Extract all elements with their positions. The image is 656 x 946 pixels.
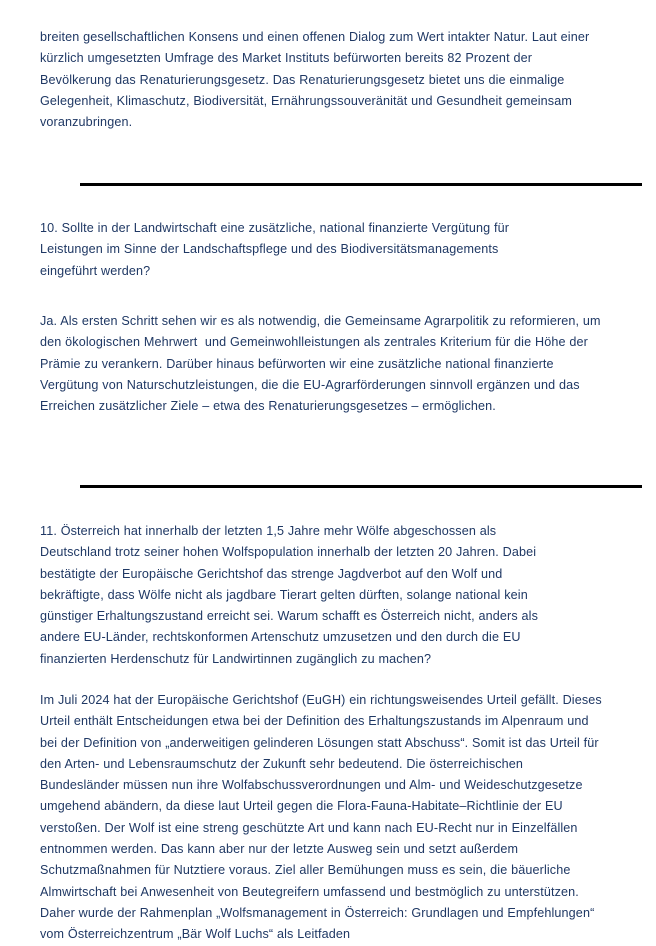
question-11: 11. Österreich hat innerhalb der letzten 1,5 Jahre mehr Wölfe abgeschossen als Deutschland trotz seiner hohen Wolfspopulation innerhalb der letzten 20 Jahren. Dabei bestätigte der Europäische Gerichtshof das strenge Jagdverbot auf den Wolf und bekräftigte, dass Wölfe nicht als jagdbare Tierart gelten dürften, solange national kein günstiger Erhaltungszustand erreicht sei. Warum schafft es Österreich nicht, anders als andere EU-Länder, rechtskonformen Artenschutz umzusetzen und den durch die EU finanzierten Herdenschutz für Landwirtinnen zugänglich zu machen? — [40, 524, 542, 666]
continued-paragraph: breiten gesellschaftlichen Konsens und einen offenen Dialog zum Wert intakter Natur. Laut einer kürzlich umgesetzten Umfrage des Market Instituts befürworten bereits 82 Prozent der Bevölkerung das Renaturierungsgesetz. Das Renaturierungsgesetz bietet uns die einmalige Gelegenheit, Klimaschutz, Biodiversität, Ernährungssouveränität und Gesundheit gemeinsam voranzubringen. — [40, 30, 594, 130]
question-10: 10. Sollte in der Landwirtschaft eine zusätzliche, national finanzierte Vergütung für Leistungen im Sinne der Landschaftspflege und des Biodiversitätsmanagements eingeführt werden? — [40, 221, 513, 278]
answer-10: Ja. Als ersten Schritt sehen wir es als notwendig, die Gemeinsame Agrarpolitik zu reformieren, um den ökologischen Mehrwert und Gemeinwohlleistungen als zentrales Kriterium für die Höhe der Prämie zu verankern. Darüber hinaus befürworten wir eine zusätzliche national finanzierte Vergütung von Naturschutzleistungen, die die EU-Agrarförderungen sinnvoll ergänzen und das Erreichen zusätzlicher Ziele – etwa des Renaturierungsgesetzes – ermöglichen. — [40, 314, 605, 414]
section-divider-2 — [80, 485, 642, 488]
section-divider-1 — [80, 183, 642, 186]
answer-11: Im Juli 2024 hat der Europäische Gerichtshof (EuGH) ein richtungsweisendes Urteil gefällt. Dieses Urteil enthält Entscheidungen etwa bei der Definition des Erhaltungszustands im Alpenraum und bei der Definition von „anderweitigen gelinderen Lösungen statt Abschuss“. Somit ist das Urteil für den Arten- und Lebensraumschutz der Zukunft sehr bedeutend. Die österreichischen Bundesländer müssen nun ihre Wolfabschussverordnungen und Alm- und Weideschutzgesetze umgehend abändern, da diese laut Urteil gegen die Flora-Fauna-Habitate–Richtlinie der EU verstoßen. Der Wolf ist eine streng geschützte Art und kann nach EU-Recht nur in Einzelfällen entnommen werden. Das kann aber nur der letzte Ausweg sein und setzt außerdem Schutzmaßnahmen für Nutztiere voraus. Ziel aller Bemühungen muss es sein, die bäuerliche Almwirtschaft bei Anwesenheit von Beutegreifern umfassend und bestmöglich zu unterstützen. Daher wurde der Rahmenplan „Wolfsmanagement in Österreich: Grundlagen und Empfehlungen“ vom Österreichzentrum „Bär Wolf Luchs“ als Leitfaden — [40, 693, 606, 942]
